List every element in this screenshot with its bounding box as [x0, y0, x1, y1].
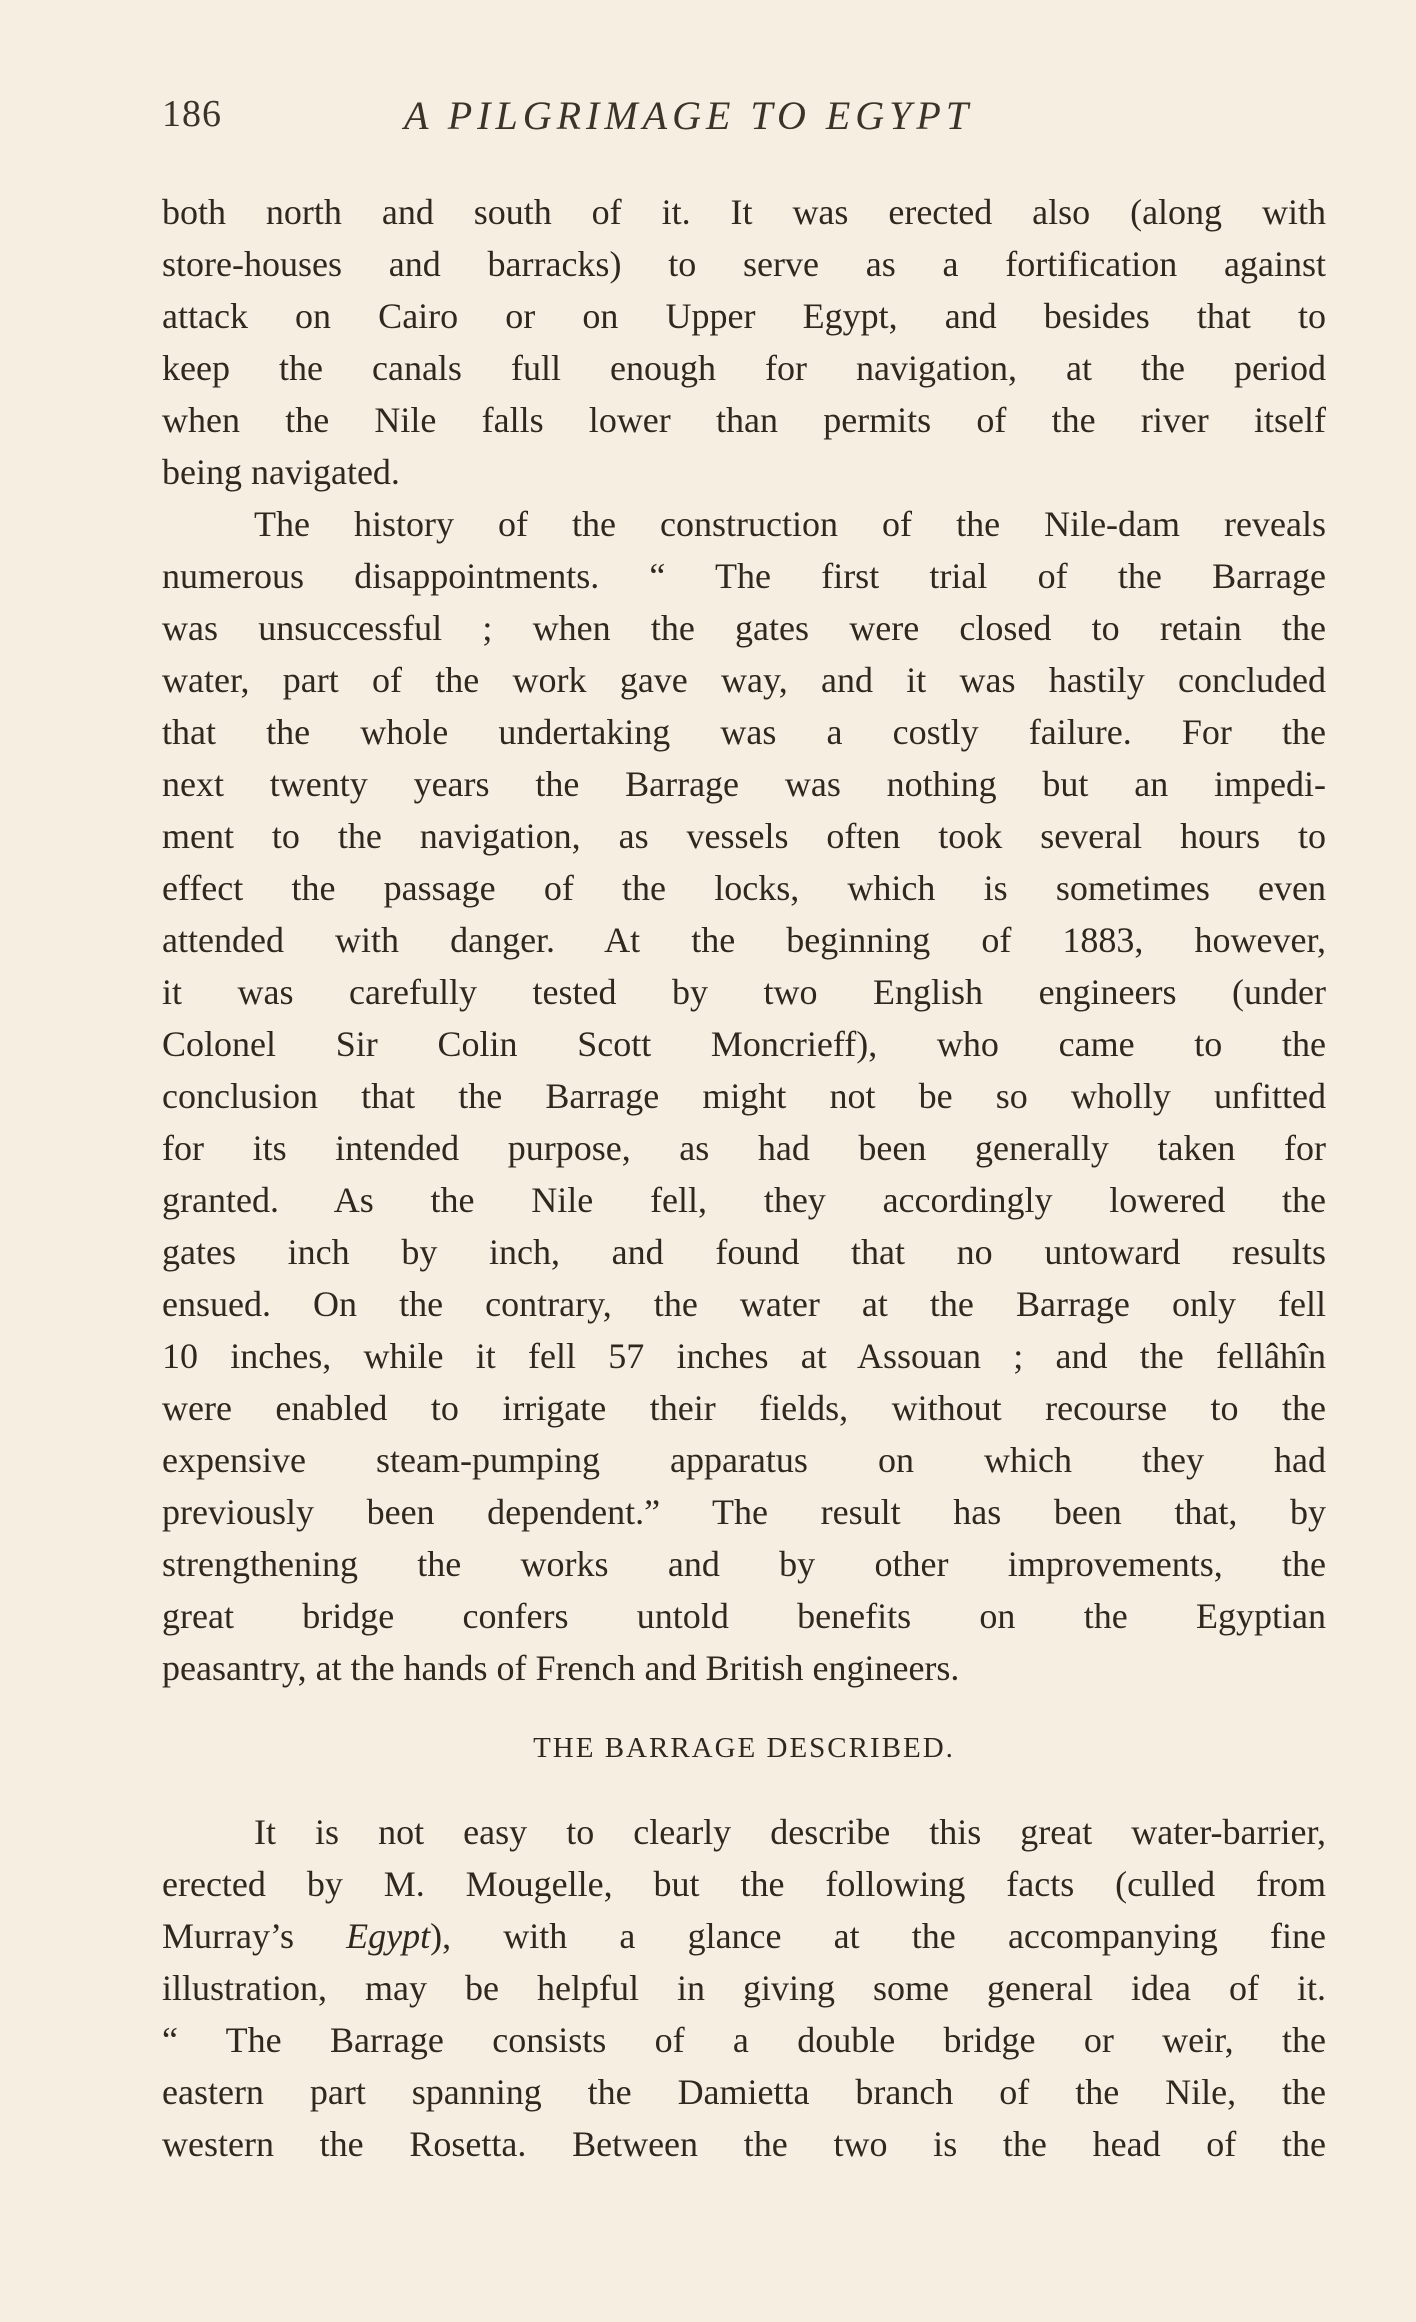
text-line: for its intended purpose, as had been generally taken for: [162, 1128, 1326, 1168]
text-line: strengthening the works and by other improvements, the: [162, 1544, 1326, 1584]
text-line: previously been dependent.” The result has been that, by: [162, 1492, 1326, 1532]
text-line: ensued. On the contrary, the water at the Barrage only fell: [162, 1284, 1326, 1324]
text-line: western the Rosetta. Between the two is the head of the: [162, 2124, 1326, 2164]
text-line: eastern part spanning the Damietta branch of the Nile, the: [162, 2072, 1326, 2112]
text-line: granted. As the Nile fell, they accordingly lowered the: [162, 1180, 1326, 1220]
text-line: attended with danger. At the beginning of 1883, however,: [162, 920, 1326, 960]
running-head: [162, 92, 1322, 152]
text-line: was unsuccessful ; when the gates were closed to retain the: [162, 608, 1326, 648]
text-line: when the Nile falls lower than permits of the river itself: [162, 400, 1326, 440]
text-line: store-houses and barracks) to serve as a fortification against: [162, 244, 1326, 284]
text-line: illustration, may be helpful in giving some general idea of it.: [162, 1968, 1326, 2008]
text-fragment: ), with a glance at the accompanying fine: [430, 1916, 1326, 1956]
text-line: It is not easy to clearly describe this great water-barrier,: [254, 1812, 1326, 1852]
text-line: water, part of the work gave way, and it was hastily concluded: [162, 660, 1326, 700]
text-line-with-italic: [162, 1910, 1326, 1962]
text-line: conclusion that the Barrage might not be so wholly unfitted: [162, 1076, 1326, 1116]
text-line: being navigated.: [162, 452, 400, 492]
paragraph-continued: [162, 186, 1326, 498]
text-line: numerous disappointments. “ The first trial of the Barrage: [162, 556, 1326, 596]
text-line: effect the passage of the locks, which is sometimes even: [162, 868, 1326, 908]
text-line: were enabled to irrigate their fields, without recourse to the: [162, 1388, 1326, 1428]
text-line: keep the canals full enough for navigation, at the period: [162, 348, 1326, 388]
text-line: great bridge confers untold benefits on the Egyptian: [162, 1596, 1326, 1636]
page-number: 186: [162, 93, 222, 135]
text-line: it was carefully tested by two English engineers (under: [162, 972, 1326, 1012]
text-line: expensive steam-pumping apparatus on which they had: [162, 1440, 1326, 1480]
text-line: next twenty years the Barrage was nothing but an impedi-: [162, 764, 1326, 804]
text-line: peasantry, at the hands of French and British engineers.: [162, 1648, 960, 1688]
paragraph-history: [162, 498, 1326, 1694]
text-fragment: Murray’s: [162, 1916, 347, 1956]
text-line: erected by M. Mougelle, but the following facts (culled from: [162, 1864, 1326, 1904]
paragraph-described: [162, 1806, 1326, 2170]
text-line: The history of the construction of the Nile-dam reveals: [254, 504, 1326, 544]
text-line: 10 inches, while it fell 57 inches at Assouan ; and the fellâhîn: [162, 1336, 1326, 1376]
text-line: that the whole undertaking was a costly failure. For the: [162, 712, 1326, 752]
running-title: A PILGRIMAGE TO EGYPT: [404, 93, 974, 138]
book-title: Egypt: [346, 1916, 431, 1956]
text-line: both north and south of it. It was erected also (along with: [162, 192, 1326, 232]
text-line: gates inch by inch, and found that no untoward results: [162, 1232, 1326, 1272]
text-line: Colonel Sir Colin Scott Moncrieff), who came to the: [162, 1024, 1326, 1064]
text-line: ment to the navigation, as vessels often took several hours to: [162, 816, 1326, 856]
text-line: attack on Cairo or on Upper Egypt, and besides that to: [162, 296, 1326, 336]
text-line: “ The Barrage consists of a double bridge or weir, the: [162, 2020, 1326, 2060]
section-heading: THE BARRAGE DESCRIBED.: [533, 1732, 955, 1764]
